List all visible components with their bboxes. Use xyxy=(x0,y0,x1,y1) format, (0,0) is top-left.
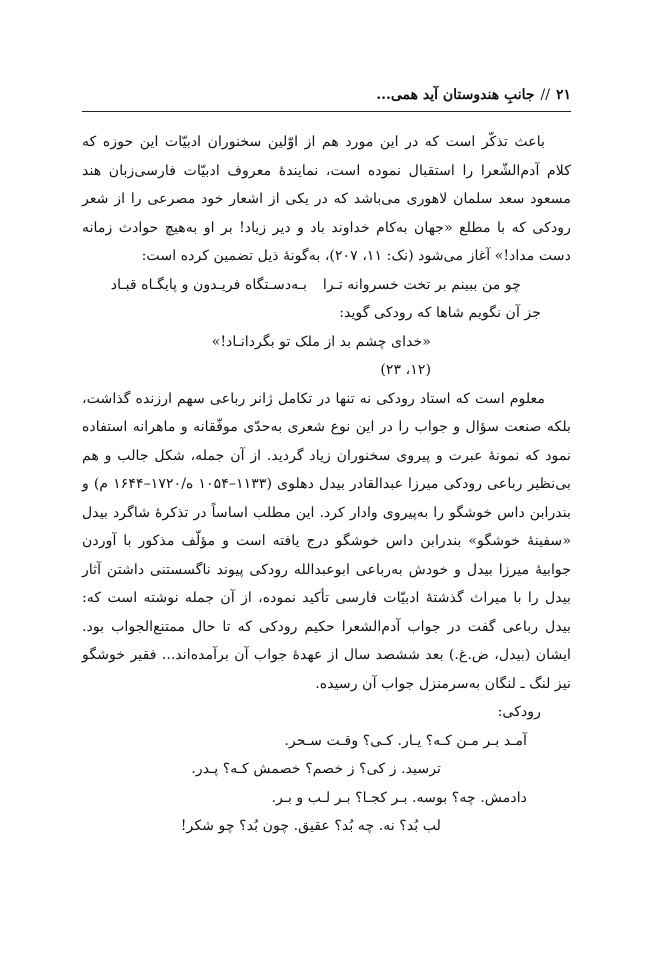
verse-couplet xyxy=(82,271,571,300)
running-title: جانبِ هندوستان آید همی... xyxy=(376,87,535,103)
verse-intro-line: جز آن نگویم شاها که رودکی گوید: xyxy=(339,305,541,321)
page-number: ۲۱ xyxy=(555,87,571,103)
citation: (۱۲، ۲۳) xyxy=(380,362,431,378)
paragraph-1: باعث تذکّر است که در این مورد هم از اوّلین سخنوران ادبیّات این حوزه که کلام آدم‌الشّعرا را استقبال نموده است، نمایندهٔ معروف ادبیّات فارسی‌زبان هند مسعود سعد سلمان لاهوری می‌باشد که در یکی از اشعار خود مصرعی را از شعر رودکی که با مطلع «جهان به‌کام خداوند باد و دیر زیاد! بر او به‌هیچ حوادث زمانه دست مداد!» آغاز می‌شود (نک: ۱۱، ۲۰۷)، به‌گونهٔ ذیل تضمین کرده است: xyxy=(82,134,571,264)
verse-hemistich-1: چو من ببینم بر تخت خسروانه تـرا xyxy=(322,276,521,293)
header-separator: // xyxy=(540,87,550,103)
page-body xyxy=(82,128,571,841)
quatrain-line-1: آمـد بـر مـن کـه؟ یـار. کـی؟ وقـت سـحر. xyxy=(284,732,527,749)
quoted-verse: «خدای چشم بد از ملک تو بگردانـاد!» xyxy=(211,333,431,350)
header-rule xyxy=(82,111,571,112)
rudaki-label: رودکی: xyxy=(497,704,541,720)
quatrain-line-4: لب بُد؟ نه. چه بُد؟ عقیق. چون بُد؟ چو شکر! xyxy=(180,818,441,834)
quatrain-line-2: ترسید. ز کی؟ ز خصم؟ خصمش کـه؟ پـدر. xyxy=(191,761,441,777)
running-header xyxy=(82,82,571,108)
paragraph-2: معلوم است که استاد رودکی نه تنها در تکامل ژانر رباعی سهم ارزنده گذاشت، بلکه صنعت سؤال و جواب را در این نوع شعری به‌حدّی موفّقانه و ماهرانه استفاده نمود که نمونهٔ عبرت و پیروی سخنوران زیاد گردید. از آن جمله، شکل جالب و هم بی‌نظیر رباعی رودکی میرزا عبدالقادر بیدل دهلوی (۱۱۳۳–۱۰۵۴ ه/۱۷۲۰–۱۶۴۴ م) و بندرابن داس خوشگو را به‌پیروی وادار کرد. این مطلب اساساً در تذکرهٔ شاگرد بیدل «سفینهٔ خوشگو» بندرابن داس خوشگو درج یافته است و مؤلّف مذکور با آوردن جوابیهٔ میرزا بیدل و خودش به‌رباعی ابوعبدالله رودکی پیوند ناگسستنی داشتن آثار بیدل را با میراث گذشتهٔ ادبیّات فارسی تأکید نموده، از آن جمله نوشته است که: بیدل رباعی گفت در جواب آدم‌الشعرا حکیم رودکی که تا حال ممتنع‌الجواب بود. ایشان (بیدل، ض.غ.) بعد ششصد سال از عهدهٔ جواب آن برآمده‌اند... فقیر خوشگو نیز لنگ ـ لنگان به‌سرمنزل جواب آن رسیده. xyxy=(82,390,571,692)
verse-hemistich-2: بـه‌دسـتگاه فریـدون و پایگـاه قبـاد xyxy=(110,276,307,293)
quatrain-line-3: دادمش. چه؟ بوسه. بـر کجـا؟ بـر لـب و بـر. xyxy=(271,789,527,806)
